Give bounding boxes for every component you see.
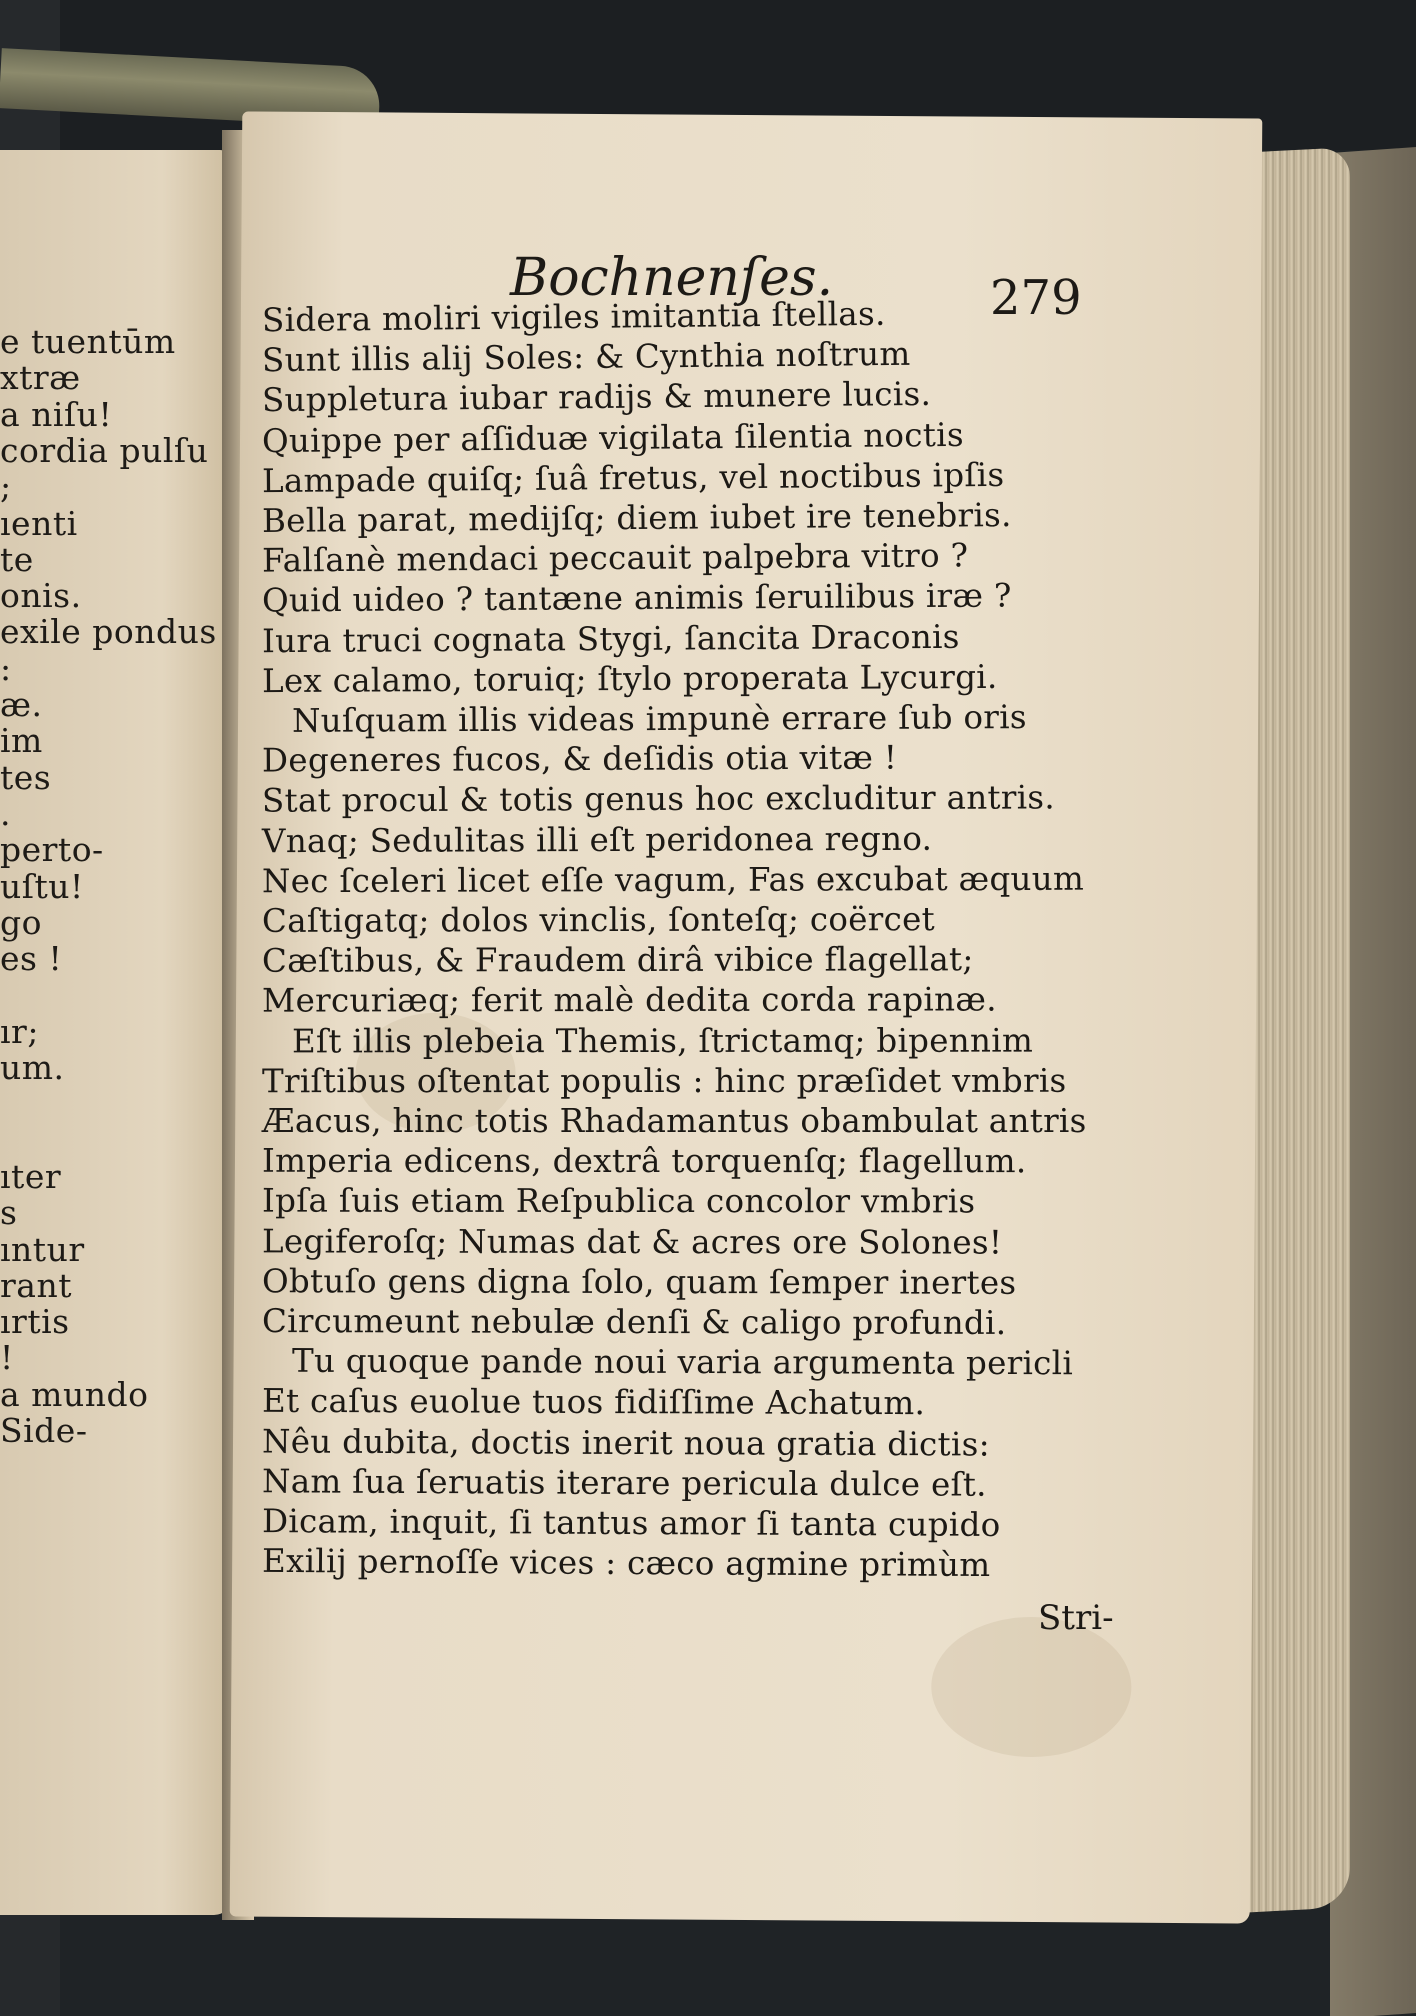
verse-line: Quippe per aſſiduæ vigilata ſilentia noctis: [261, 415, 965, 460]
left-page-line: ıenti: [0, 503, 78, 543]
left-page-line: !: [0, 1338, 14, 1378]
verse-line: Æacus, hinc totis Rhadamantus obambulat antris: [262, 1102, 1087, 1140]
verse-line: Stat procul & totis genus hoc excluditur antris.: [261, 778, 1056, 821]
verse-line: Eſt illis plebeia Themis, ſtrictamq; bipennim: [291, 1021, 1034, 1060]
verse-line: Lex calamo, toruiq; ſtylo properata Lycurgi.: [261, 657, 998, 700]
verse-line: Quid uideo ? tantæne animis ſeruilibus iræ ?: [261, 576, 1012, 620]
verse-line: Lampade quiſq; ſuâ fretus, vel noctibus ipſis: [261, 455, 1005, 500]
left-page: [0, 150, 232, 1915]
verse-line: Sidera moliri vigiles imitantia ſtellas.: [261, 294, 886, 340]
catchword: Stri-: [1038, 1598, 1114, 1638]
left-page-line: te: [0, 539, 34, 579]
verse-line: Tu quoque pande noui varia argumenta pericli: [291, 1341, 1074, 1383]
verse-line: Exilij pernoſſe vices : cæco agmine primùm: [261, 1542, 991, 1585]
verse-line: Falſanè mendaci peccauit palpebra vitro ?: [261, 536, 969, 580]
left-page-line: perto-: [0, 830, 104, 870]
left-page-line: s: [0, 1193, 18, 1233]
left-page-line: æ.: [0, 685, 43, 724]
left-page-line: es !: [0, 939, 63, 979]
left-page-line: :: [0, 648, 12, 688]
left-page-line: uſtu!: [0, 866, 84, 906]
verse-line: Nec ſceleri licet eſſe vagum, Fas excubat æquum: [261, 859, 1085, 901]
verse-line: Iura truci cognata Stygi, ſancita Draconis: [261, 617, 960, 660]
verse-line: Bella parat, medijſq; diem iubet ire tenebris.: [261, 496, 1012, 540]
left-page-line: tes: [0, 757, 52, 797]
left-page-line: a niſu!: [0, 394, 113, 434]
page-number: 279: [990, 270, 1082, 326]
verse-line: Imperia edicens, dextrâ torquenſq; flagellum.: [261, 1141, 1027, 1181]
verse-line: Obtuſo gens digna ſolo, quam ſemper inertes: [261, 1262, 1017, 1302]
left-page-line: xtræ: [0, 358, 81, 398]
left-page-line: onis.: [0, 576, 82, 616]
left-page-line: ;: [0, 467, 12, 507]
verse-line: Et caſus euolue tuos fidiſſime Achatum.: [261, 1382, 926, 1423]
left-page-line: im: [0, 721, 43, 761]
verse-line: Nam ſua ſeruatis iterare pericula dulce eſt.: [261, 1462, 987, 1504]
left-page-line: e tuentūm: [0, 322, 176, 361]
left-page-line: a mundo: [0, 1374, 149, 1414]
left-page-line: ır;: [0, 1011, 39, 1051]
running-head: Bochnenſes.: [510, 248, 834, 308]
left-page-line: exile pondus: [0, 612, 217, 652]
left-page-line: cordia pulſu: [0, 430, 209, 470]
left-page-line: ıter: [0, 1156, 62, 1196]
verse-line: Suppletura iubar radijs & munere lucis.: [261, 375, 932, 420]
verse-line: Vnaq; Sedulitas illi eſt peridonea regno.: [261, 819, 933, 860]
verse-line: Cæſtibus, & Fraudem dirâ vibice flagellat;: [261, 940, 974, 980]
left-page-line: ırtis: [0, 1302, 70, 1342]
left-page-line: .: [0, 793, 11, 833]
verse-line: Triſtibus oſtentat populis : hinc præſidet vmbris: [261, 1061, 1067, 1101]
left-page-line: Side-: [0, 1411, 88, 1450]
verse-line: Ipſa ſuis etiam Reſpublica concolor vmbris: [261, 1182, 976, 1221]
verse-line: Dicam, inquit, ſi tantus amor ſi tanta cupido: [261, 1502, 1001, 1544]
verse-line: Legiferoſq; Numas dat & acres ore Solones!: [261, 1222, 1003, 1262]
verse-line: Caſtigatq; dolos vinclis, ſonteſq; coërcet: [261, 900, 936, 940]
left-page-line: um.: [0, 1048, 65, 1087]
left-page-line: rant: [0, 1265, 72, 1305]
verse-line: Nêu dubita, doctis inerit noua gratia dictis:: [261, 1422, 990, 1464]
left-page-line: ıntur: [0, 1229, 85, 1269]
left-page-line: go: [0, 902, 42, 942]
verse-line: Circumeunt nebulæ denſi & caligo profundi.: [261, 1302, 1007, 1342]
verse-line: Sunt illis alij Soles: & Cynthia noſtrum: [261, 334, 911, 380]
verse-line: Degeneres fucos, & deſidis otia vitæ !: [261, 738, 898, 780]
verse-line: Nuſquam illis videas impunè errare ſub oris: [291, 698, 1027, 740]
verse-line: Mercuriæq; ferit malè dedita corda rapinæ.: [261, 980, 997, 1020]
